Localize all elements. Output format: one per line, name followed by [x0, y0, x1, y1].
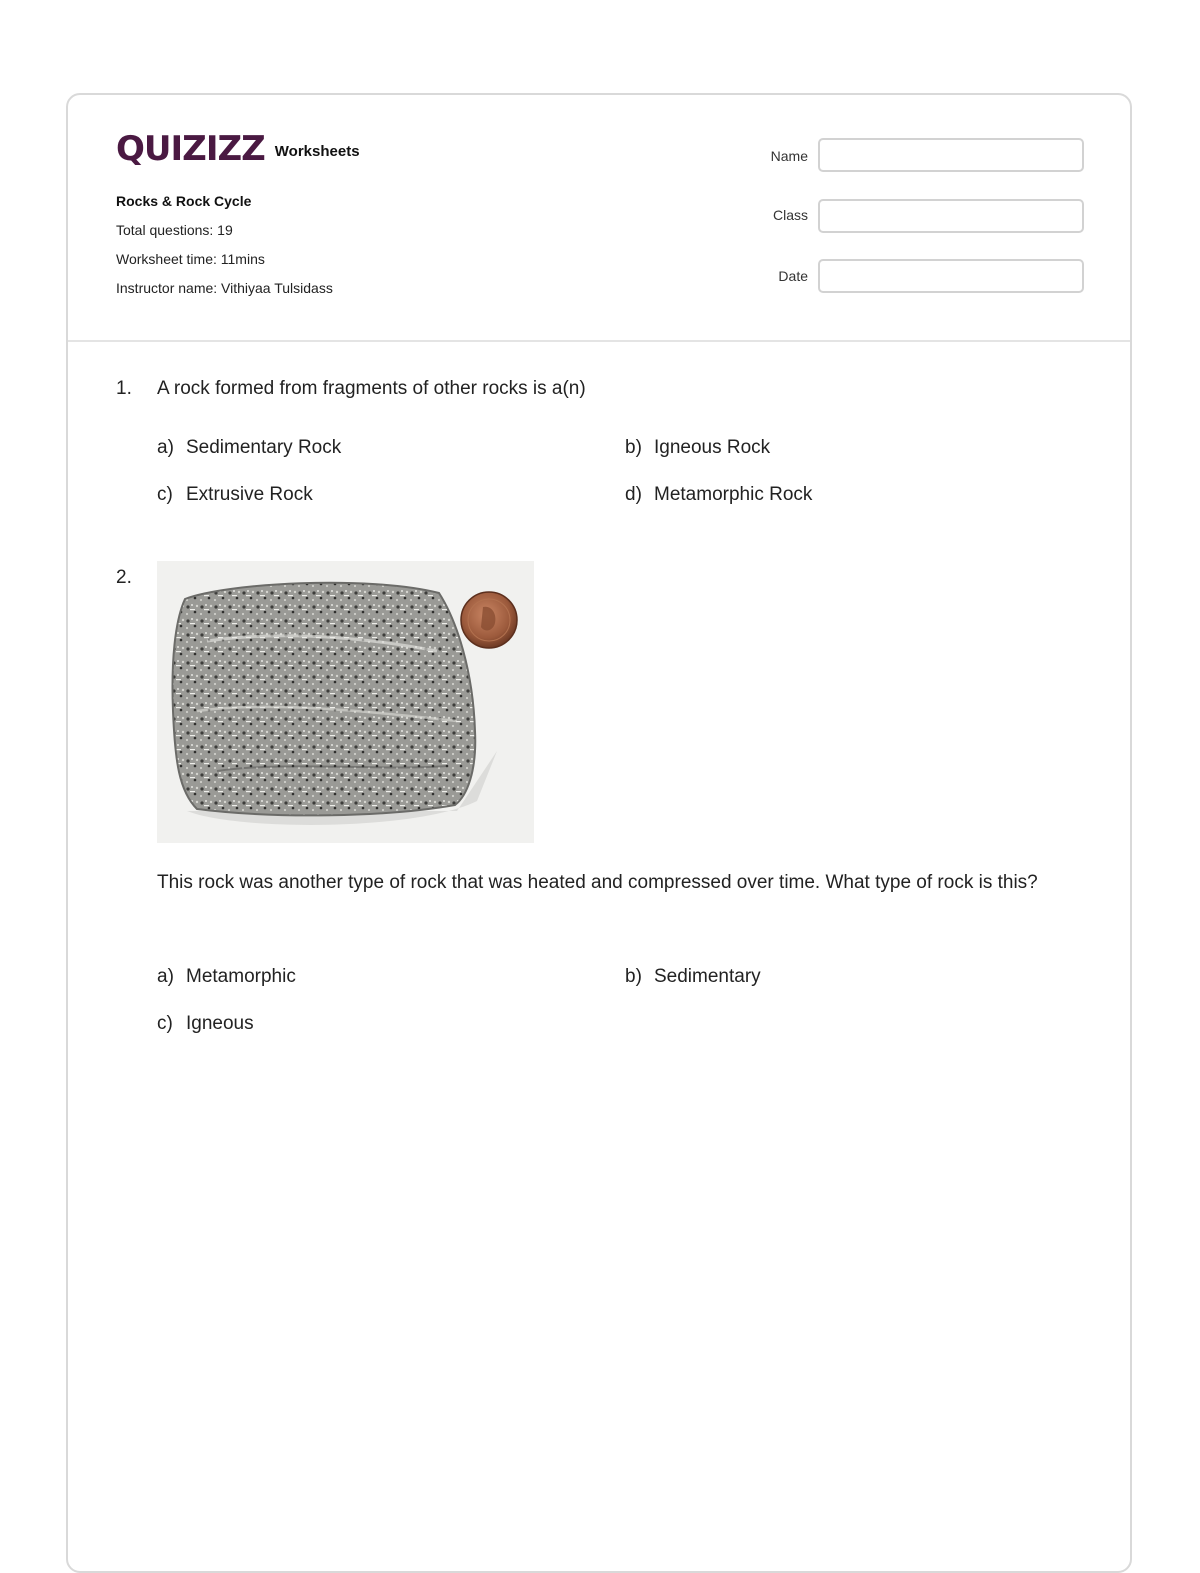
- option-letter: b): [625, 966, 642, 987]
- option-letter: c): [157, 1013, 173, 1034]
- option-item[interactable]: [625, 437, 770, 459]
- brand-tag: Worksheets: [274, 142, 360, 160]
- question-text: A rock formed from fragments of other rocks is a(n): [157, 378, 586, 399]
- class-label: Class: [772, 207, 808, 223]
- rock-illustration: [157, 561, 534, 843]
- option-text: Sedimentary: [654, 966, 761, 987]
- option-text: Sedimentary Rock: [186, 437, 342, 458]
- option-item[interactable]: [625, 484, 812, 506]
- name-label: Name: [770, 148, 808, 164]
- question-number: 1.: [116, 378, 132, 399]
- option-text: Igneous: [186, 1013, 254, 1034]
- worksheet-header: [68, 95, 1130, 342]
- option-letter: c): [157, 484, 173, 505]
- worksheet-title: Rocks & Rock Cycle: [116, 193, 252, 209]
- option-item[interactable]: [625, 966, 761, 988]
- option-letter: b): [625, 437, 642, 458]
- date-label: Date: [778, 268, 808, 284]
- option-text: Metamorphic Rock: [654, 484, 813, 505]
- option-item[interactable]: [157, 484, 313, 506]
- instructor-name: Instructor name: Vithiyaa Tulsidass: [116, 280, 333, 296]
- total-questions: Total questions: 19: [116, 222, 233, 238]
- quizizz-logo: QUIZIZZ: [116, 129, 265, 169]
- class-field[interactable]: [818, 199, 1084, 233]
- option-letter: a): [157, 437, 174, 458]
- option-text: Metamorphic: [186, 966, 296, 987]
- option-text: Extrusive Rock: [186, 484, 313, 505]
- option-letter: a): [157, 966, 174, 987]
- option-text: Igneous Rock: [654, 437, 771, 458]
- brand: [116, 129, 360, 169]
- option-item[interactable]: [157, 966, 296, 988]
- option-item[interactable]: [157, 437, 341, 459]
- option-letter: d): [625, 484, 642, 505]
- worksheet-time: Worksheet time: 11mins: [116, 251, 265, 267]
- question-text: This rock was another type of rock that was heated and compressed over time. What type of rock is this?: [157, 872, 1038, 893]
- rock-photo: [157, 561, 534, 843]
- worksheet-card: [66, 93, 1132, 1573]
- option-item[interactable]: [157, 1013, 254, 1035]
- name-field[interactable]: [818, 138, 1084, 172]
- question-number: 2.: [116, 567, 132, 588]
- date-field[interactable]: [818, 259, 1084, 293]
